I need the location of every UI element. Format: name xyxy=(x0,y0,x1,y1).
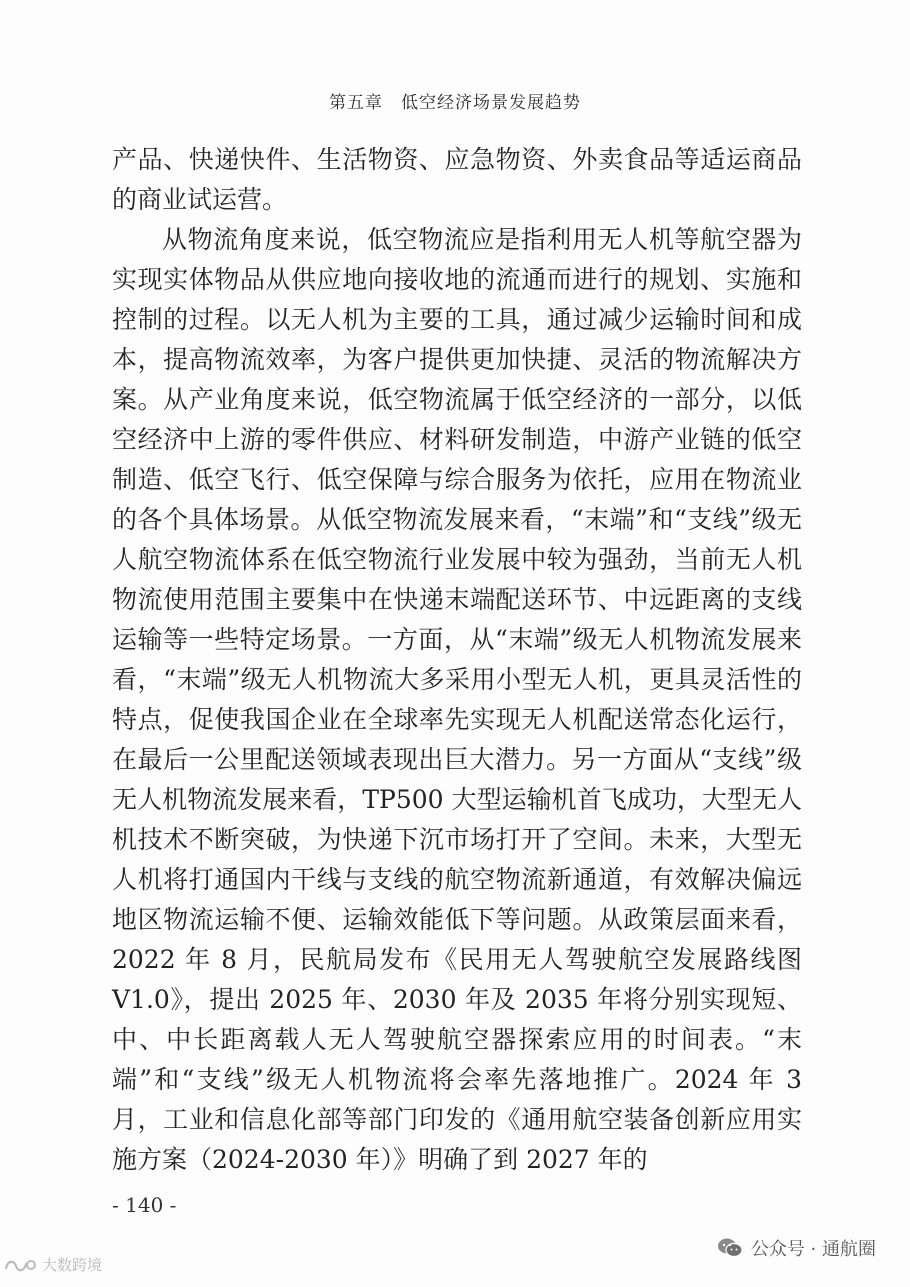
paragraph-continued: 产品、快递快件、生活物资、应急物资、外卖食品等适运商品的商业试运营。 xyxy=(112,145,802,214)
brand-logo-icon xyxy=(2,1256,38,1274)
watermark-right xyxy=(717,1235,876,1261)
watermark-left-text: 大数跨境 xyxy=(42,1256,103,1274)
watermark-left xyxy=(2,1254,102,1275)
body-text xyxy=(112,140,802,1180)
running-header: 第五章 低空经济场景发展趋势 xyxy=(329,93,581,113)
watermark-right-text: 公众号 · 通航圈 xyxy=(750,1239,876,1260)
paragraph: 从物流角度来说，低空物流应是指利用无人机等航空器为实现实体物品从供应地向接收地的流通而进行的规划、实施和控制的过程。以无人机为主要的工具，通过减少运输时间和成本，提高物流效率，为客户提供更加快捷、灵活的物流解决方案。从产业角度来说，低空物流属于低空经济的一部分，以低空经济中上游的零件供应、材料研发制造，中游产业链的低空制造、低空飞行、低空保障与综合服务为依托，应用在物流业的各个具体场景。从低空物流发展来看，“末端”和“支线”级无人航空物流体系在低空物流行业发展中较为强劲，当前无人机物流使用范围主要集中在快递末端配送环节、中远距离的支线运输等一些特定场景。一方面，从“末端”级无人机物流发展来看，“末端”级无人机物流大多采用小型无人机，更具灵活性的特点，促使我国企业在全球率先实现无人机配送常态化运行，在最后一公里配送领域表现出巨大潜力。另一方面从“支线”级无人机物流发展来看，TP500 大型运输机首飞成功，大型无人机技术不断突破，为快递下沉市场打开了空间。未来，大型无人机将打通国内干线与支线的航空物流新通道，有效解决偏远地区物流运输不便、运输效能低下等问题。从政策层面来看，2022 年 8 月，民航局发布《民用无人驾驶航空发展路线图 V1.0》，提出 2025 年、2030 年及 2035 年将分别实现短、中、中长距离载人无人驾驶航空器探索应用的时间表。“末端”和“支线”级无人机物流将会率先落地推广。2024 年 3 月，工业和信息化部等部门印发的《通用航空装备创新应用实施方案（2024-2030 年）》明确了到 2027 年的 xyxy=(112,225,802,1174)
wechat-icon xyxy=(717,1237,743,1259)
page-number: - 140 - xyxy=(112,1193,177,1217)
